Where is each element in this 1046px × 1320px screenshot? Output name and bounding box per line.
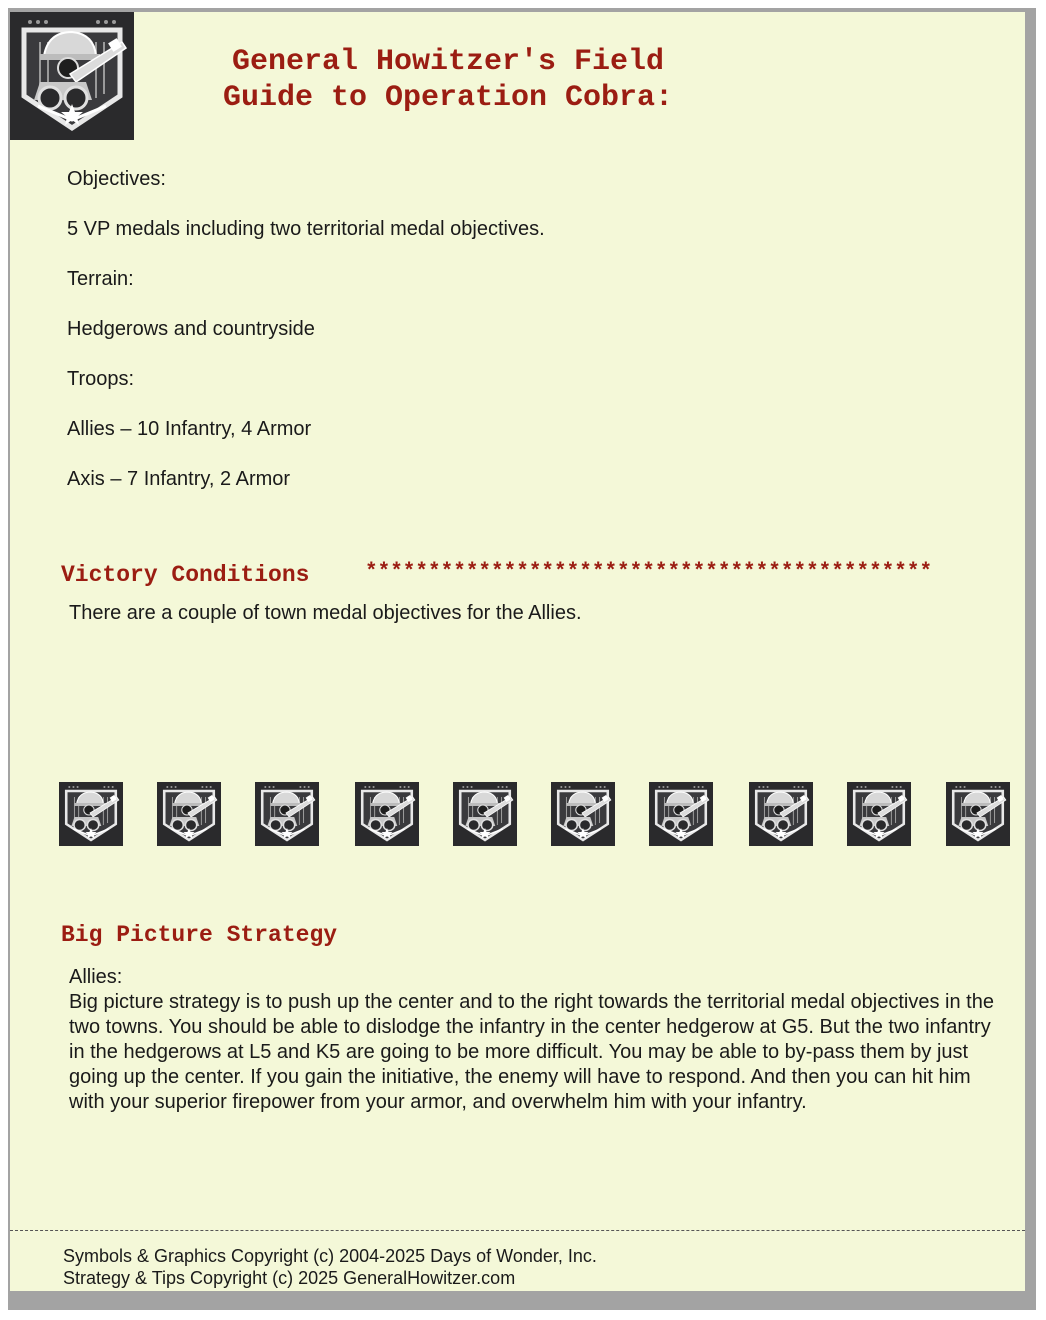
copyright-strategy: Strategy & Tips Copyright (c) 2025 GeneralHowitzer.com	[63, 1268, 516, 1288]
medal-icon-row	[59, 782, 1011, 846]
page-title	[138, 44, 758, 116]
howitzer-crest-icon	[847, 782, 911, 846]
objectives-label: Objectives:	[67, 168, 166, 190]
title-line-2: Guide to Operation Cobra:	[222, 81, 674, 115]
terrain-text: Hedgerows and countryside	[67, 318, 315, 340]
copyright-graphics: Symbols & Graphics Copyright (c) 2004-2025 Days of Wonder, Inc.	[63, 1246, 597, 1266]
scenario-info	[67, 162, 545, 512]
victory-conditions-text: There are a couple of town medal objectives for the Allies.	[69, 602, 582, 624]
howitzer-crest-icon	[255, 782, 319, 846]
axis-troops: Axis – 7 Infantry, 2 Armor	[67, 468, 291, 490]
strategy-body: Big picture strategy is to push up the center and to the right towards the territorial medal objectives in the two towns. You should be able to dislodge the infantry in the center hedgerow at G5. But the two infantry in the hedgerows at L5 and K5 are going to be more difficult. You may be able to by-pass them by just going up the center. If you gain the initiative, the enemy will have to respond. And then you can hit him with your superior firepower from your armor, and overwhelm him with your infantry.	[69, 991, 994, 1113]
footer-divider	[10, 1230, 1025, 1231]
howitzer-crest-icon	[157, 782, 221, 846]
objectives-text: 5 VP medals including two territorial medal objectives.	[67, 218, 545, 240]
allies-troops: Allies – 10 Infantry, 4 Armor	[67, 418, 312, 440]
howitzer-crest-icon	[551, 782, 615, 846]
howitzer-crest-icon	[453, 782, 517, 846]
guide-page	[10, 12, 1025, 1291]
howitzer-crest-icon	[749, 782, 813, 846]
howitzer-crest-icon	[355, 782, 419, 846]
howitzer-crest-icon	[649, 782, 713, 846]
title-line-1: General Howitzer's Field	[231, 45, 665, 79]
terrain-label: Terrain:	[67, 268, 134, 290]
howitzer-crest-icon	[59, 782, 123, 846]
footer	[63, 1245, 597, 1289]
howitzer-crest-icon	[946, 782, 1010, 846]
strategy-heading: Big Picture Strategy	[61, 922, 338, 948]
strategy-side-label: Allies:	[69, 966, 123, 988]
victory-conditions-heading: Victory Conditions	[61, 562, 310, 588]
troops-label: Troops:	[67, 368, 135, 390]
howitzer-crest-icon	[10, 12, 134, 140]
star-divider: *********************************************	[365, 561, 933, 584]
